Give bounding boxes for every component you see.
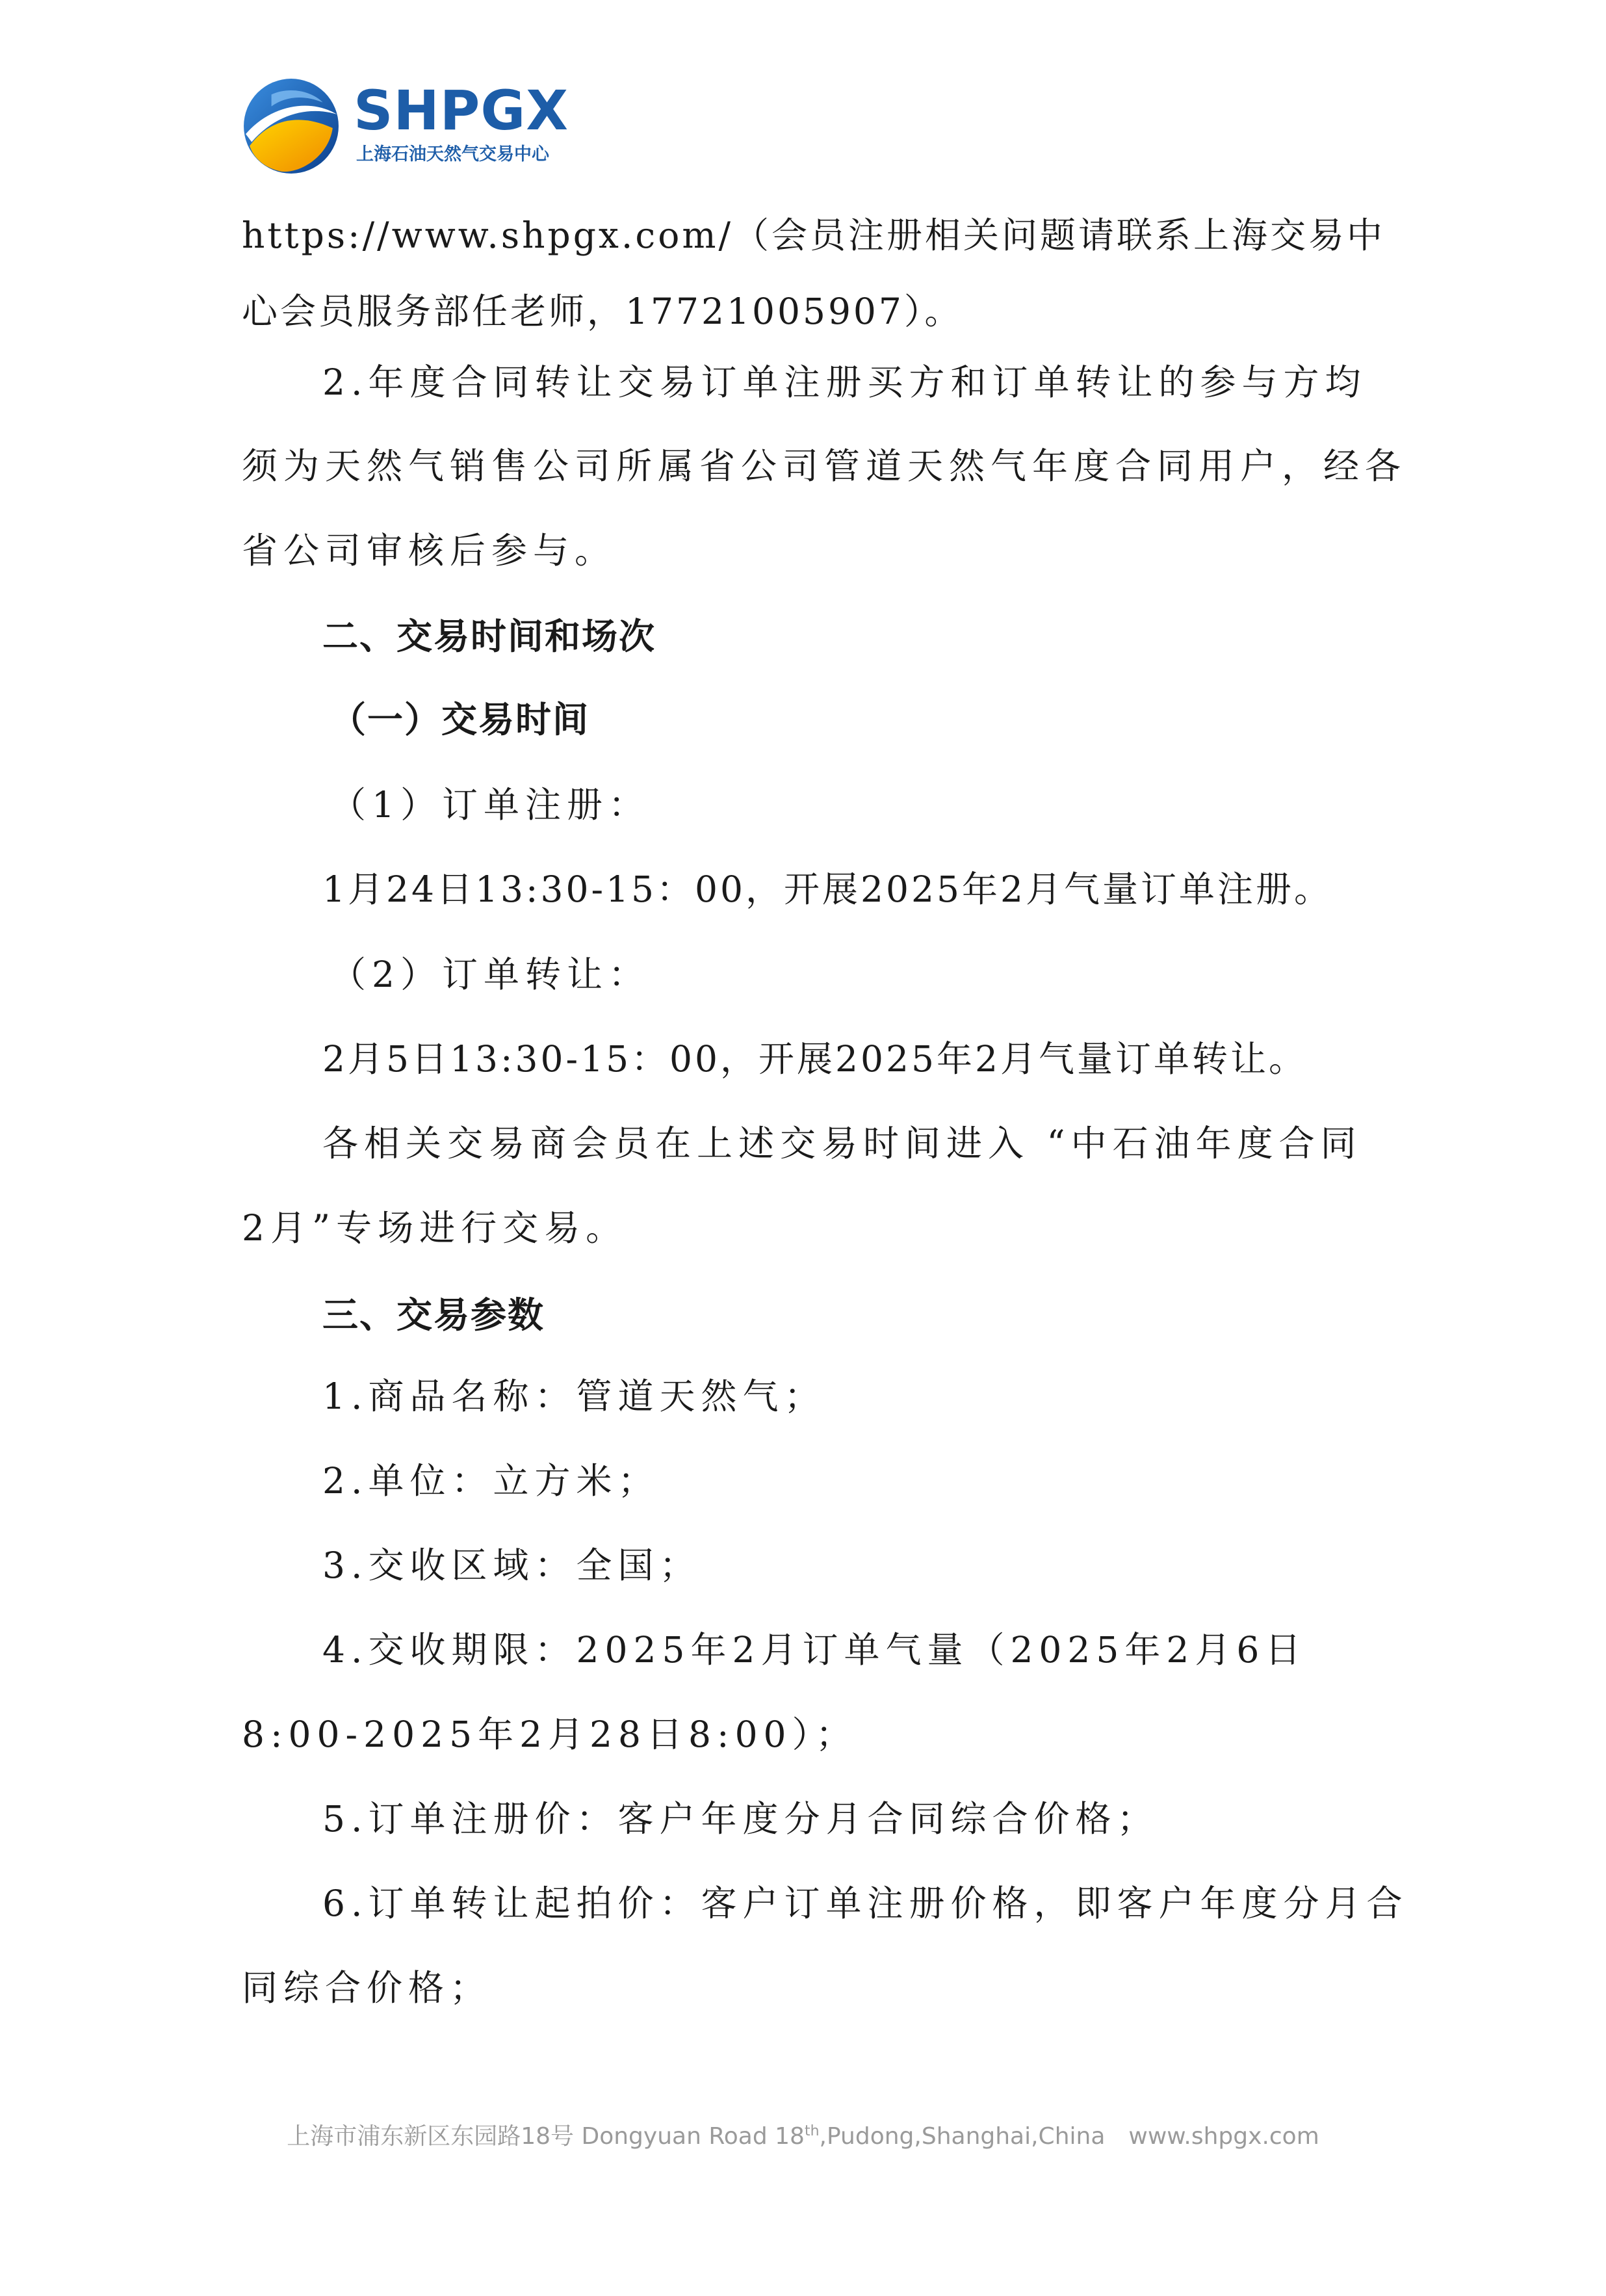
footer xyxy=(0,2118,1606,2151)
logo-subtitle: 上海石油天然气交易中心 xyxy=(356,144,549,164)
subsection-heading: （一）交易时间 xyxy=(330,699,590,740)
logo xyxy=(242,73,569,177)
paragraph-line: 心会员服务部任老师，17721005907）。 xyxy=(242,291,963,332)
footer-address-en: Dongyuan Road 18th,Pudong,Shanghai,China xyxy=(581,2123,1106,2150)
paragraph-line: 2.年度合同转让交易订单注册买方和订单转让的参与方均 xyxy=(322,361,1367,403)
list-item: 3.交收区域：全国； xyxy=(322,1545,701,1586)
list-item: 8:00-2025年2月28日8:00）； xyxy=(242,1714,858,1755)
list-item: 同综合价格； xyxy=(242,1967,492,2009)
footer-address-cn: 上海市浦东新区东园路18号 xyxy=(287,2123,575,2150)
globe-logo-icon xyxy=(242,77,341,176)
section-heading: 三、交易参数 xyxy=(322,1294,545,1336)
list-item: 5.订单注册价：客户年度分月合同综合价格； xyxy=(322,1798,1159,1840)
list-item: 1.商品名称：管道天然气； xyxy=(322,1376,826,1417)
list-label: （1）订单注册： xyxy=(330,784,650,826)
paragraph-line: 各相关交易商会员在上述交易时间进入 “中石油年度合同 xyxy=(322,1123,1362,1164)
list-item: 1月24日13:30-15：00，开展2025年2月气量订单注册。 xyxy=(322,868,1332,910)
list-item: 4.交收期限：2025年2月订单气量（2025年2月6日 xyxy=(322,1629,1307,1671)
paragraph-line: 省公司审核后参与。 xyxy=(242,530,617,571)
logo-title: SHPGX xyxy=(354,79,569,142)
paragraph-line: 须为天然气销售公司所属省公司管道天然气年度合同用户，经各 xyxy=(242,445,1407,487)
paragraph-line: 2月”专场进行交易。 xyxy=(242,1207,628,1249)
section-heading: 二、交易时间和场次 xyxy=(322,616,656,657)
paragraph-line: https://www.shpgx.com/（会员注册相关问题请联系上海交易中 xyxy=(242,215,1386,256)
footer-website-link[interactable]: www.shpgx.com xyxy=(1128,2123,1319,2150)
list-item: 6.订单转让起拍价：客户订单注册价格，即客户年度分月合 xyxy=(322,1883,1408,1924)
list-item: 2.单位：立方米； xyxy=(322,1460,660,1502)
list-label: （2）订单转让： xyxy=(330,954,650,995)
list-item: 2月5日13:30-15：00，开展2025年2月气量订单转让。 xyxy=(322,1038,1308,1080)
